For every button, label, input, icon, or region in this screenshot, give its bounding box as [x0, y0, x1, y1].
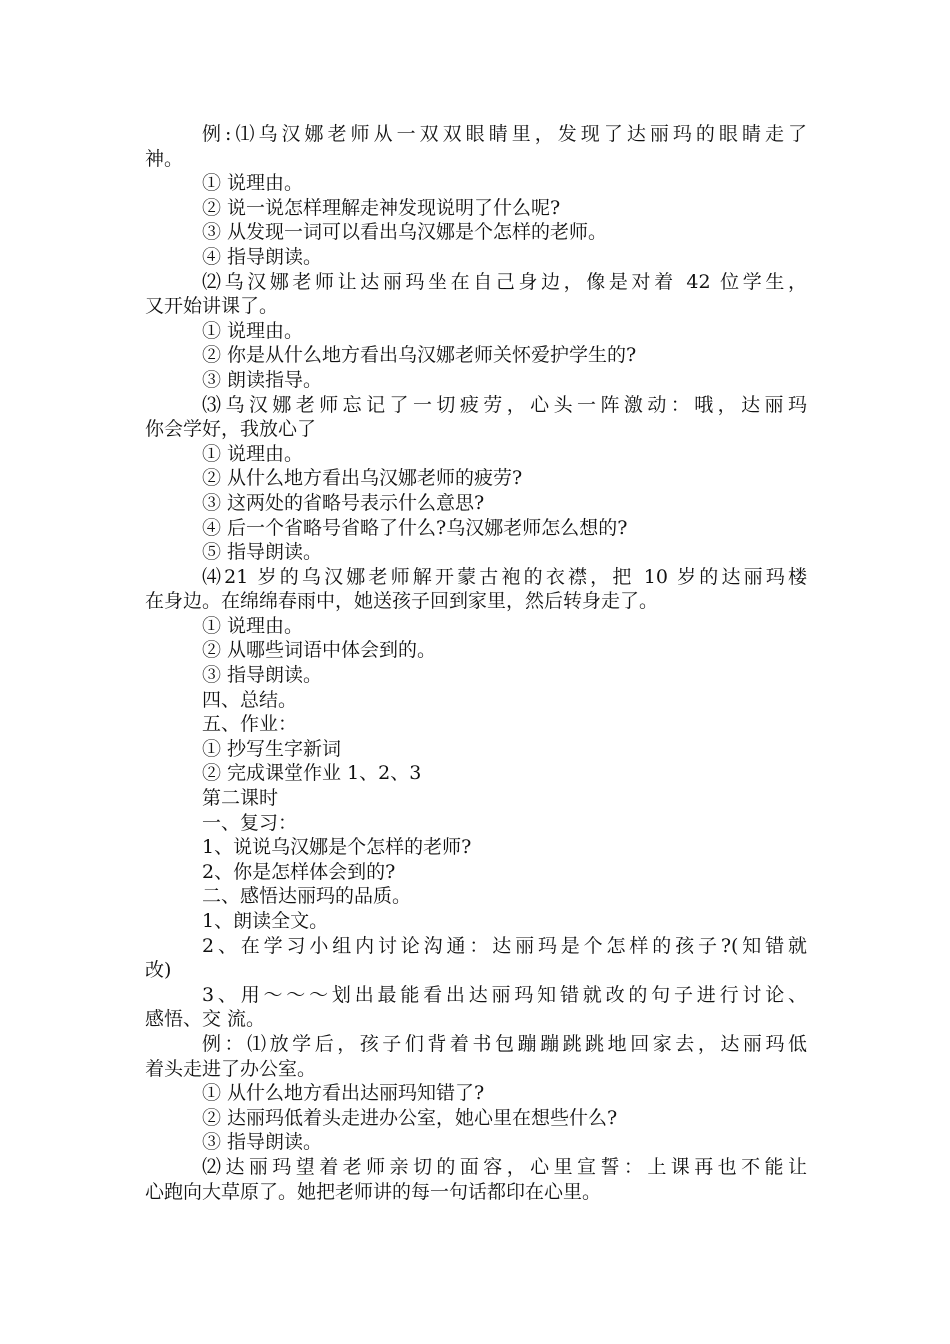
text-line: 例：⑴放学后，孩子们背着书包蹦蹦跳跳地回家去，达丽玛低 [202, 1032, 807, 1055]
text-line: ③ 朗读指导。 [202, 368, 323, 391]
text-line: ① 抄写生字新词 [202, 737, 342, 760]
text-line: 五、作业： [202, 713, 298, 736]
text-line: ⑷21 岁的乌汉娜老师解开蒙古袍的衣襟，把 10 岁的达丽玛楼 [202, 565, 807, 588]
text-line: 1、朗读全文。 [202, 910, 329, 932]
text-line: ① 说理由。 [202, 172, 304, 195]
text-line: 心跑向大草原了。她把老师讲的每一句话都印在心里。 [145, 1180, 602, 1203]
text-line: 二、感悟达丽玛的品质。 [202, 885, 412, 908]
text-line: ③ 从发现一词可以看出乌汉娜是个怎样的老师。 [202, 221, 608, 244]
text-line: 神。 [145, 147, 184, 170]
text-line: ① 说理由。 [202, 614, 304, 637]
text-line: ② 从什么地方看出乌汉娜老师的疲劳? [202, 467, 523, 490]
text-line: 着头走进了办公室。 [145, 1057, 317, 1080]
text-line: ④ 后一个省略号省略了什么?乌汉娜老师怎么想的? [202, 516, 628, 539]
text-line: 第二课时 [202, 787, 279, 810]
text-line: ② 完成课堂作业 1、2、3 [202, 762, 422, 785]
text-line: 一、复习： [202, 811, 298, 834]
text-line: 在身边。在绵绵春雨中，她送孩子回到家里，然后转身走了。 [145, 590, 659, 613]
text-line: ⑵达丽玛望着老师亲切的面容，心里宣誓：上课再也不能让 [202, 1155, 807, 1178]
text-line: 3、用～～～划出最能看出达丽玛知错就改的句子进行讨论、 [202, 983, 807, 1006]
text-line: 感悟、交 流。 [145, 1008, 266, 1031]
text-line: ④ 指导朗读。 [202, 245, 323, 268]
text-line: ① 说理由。 [202, 319, 304, 342]
text-line: 例:⑴乌汉娜老师从一双双眼睛里，发现了达丽玛的眼睛走了 [202, 123, 807, 145]
text-line: ③ 指导朗读。 [202, 1131, 323, 1154]
text-line: ③ 这两处的省略号表示什么意思? [202, 491, 485, 514]
text-line: ⑵乌汉娜老师让达丽玛坐在自己身边，像是对着 42 位学生， [202, 270, 807, 293]
text-line: ③ 指导朗读。 [202, 664, 323, 687]
text-line: ① 从什么地方看出达丽玛知错了? [202, 1082, 485, 1105]
text-line: ② 达丽玛低着头走进办公室，她心里在想些什么? [202, 1106, 618, 1129]
text-line: ② 从哪些词语中体会到的。 [202, 639, 437, 662]
text-line: 2、在学习小组内讨论沟通：达丽玛是个怎样的孩子?(知错就 [202, 934, 807, 957]
text-line: ② 你是从什么地方看出乌汉娜老师关怀爱护学生的? [202, 344, 637, 367]
text-line: 2、你是怎样体会到的? [202, 860, 396, 883]
text-line: 又开始讲课了。 [145, 295, 279, 318]
text-line: ⑶乌汉娜老师忘记了一切疲劳，心头一阵激动：哦，达丽玛 [202, 393, 807, 416]
text-line: 你会学好，我放心了 [145, 418, 317, 441]
text-line: ② 说一说怎样理解走神发现说明了什么呢? [202, 196, 561, 219]
text-line: 1、说说乌汉娜是个怎样的老师? [202, 836, 472, 859]
text-line: 改) [145, 959, 172, 982]
text-line: ⑤ 指导朗读。 [202, 541, 323, 564]
text-line: ① 说理由。 [202, 442, 304, 465]
text-line: 四、总结。 [202, 688, 298, 711]
document-body [145, 122, 807, 1204]
